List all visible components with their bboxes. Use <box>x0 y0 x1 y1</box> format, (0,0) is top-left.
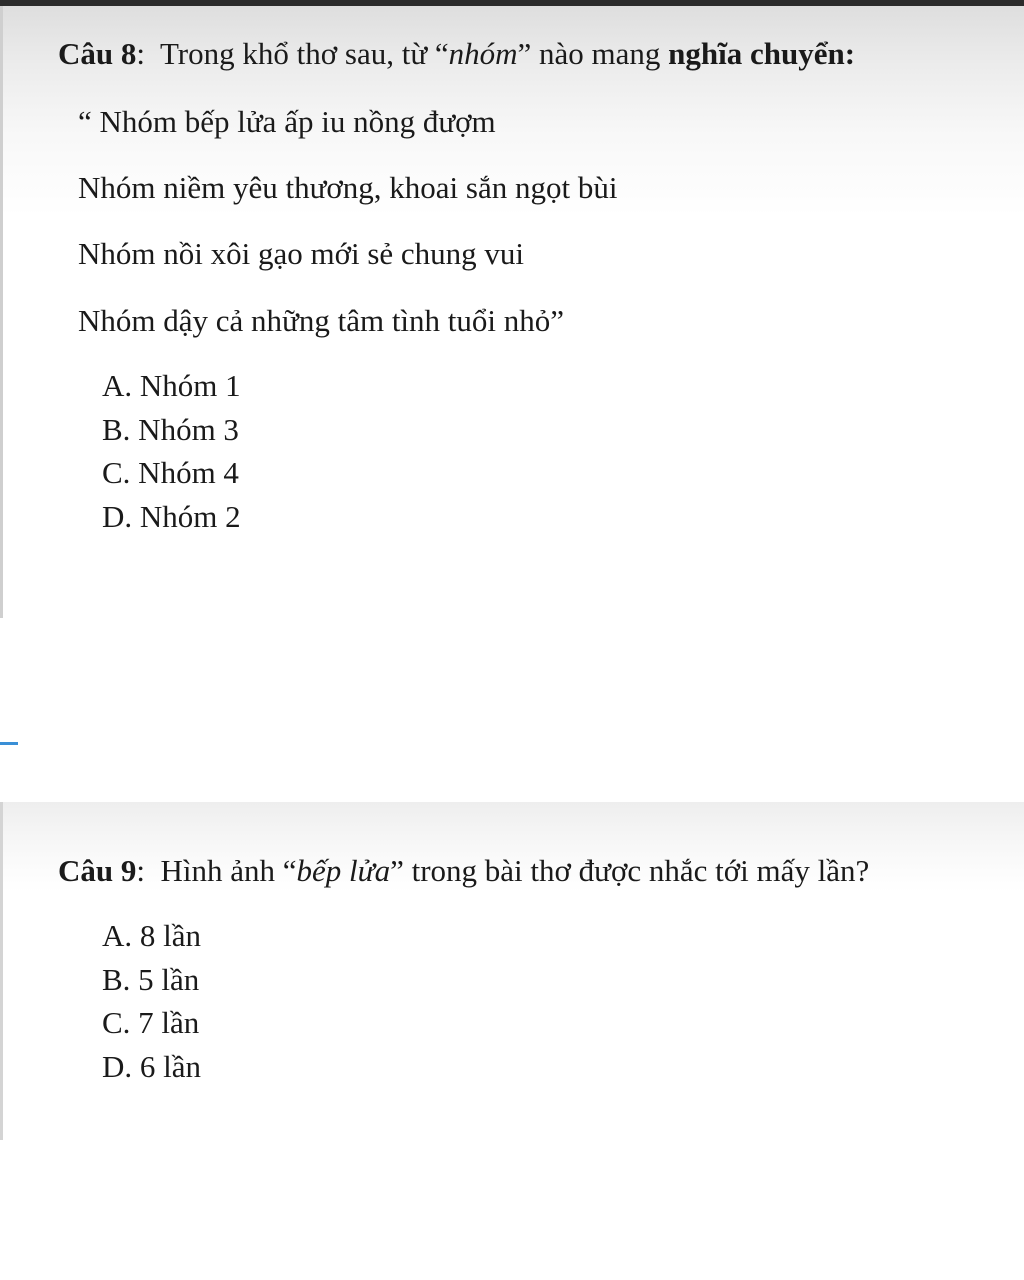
poem-line: Nhóm nồi xôi gạo mới sẻ chung vui <box>78 236 525 271</box>
question-8-title <box>58 36 855 72</box>
question-label: Câu 8 <box>58 36 137 71</box>
answer-option-b[interactable]: B. 5 lần <box>102 962 200 997</box>
page-edge <box>0 6 3 618</box>
question-label: Câu 9 <box>58 853 137 888</box>
answer-option-c[interactable]: C. 7 lần <box>102 1005 200 1040</box>
question-text: ” nào mang <box>517 36 669 71</box>
poem-line: “ Nhóm bếp lửa ấp iu nồng đượm <box>78 104 496 139</box>
question-keyword: bếp lửa <box>296 853 391 888</box>
question-emphasis: nghĩa chuyển: <box>668 36 856 71</box>
answer-option-c[interactable]: C. Nhóm 4 <box>102 455 239 490</box>
answer-option-d[interactable]: D. Nhóm 2 <box>102 499 241 534</box>
question-text: ” trong bài thơ được nhắc tới mấy lần? <box>390 853 870 888</box>
question-colon: : <box>136 36 146 71</box>
scroll-marker <box>0 742 18 745</box>
page-edge <box>0 802 3 1140</box>
question-9-title <box>58 853 869 889</box>
poem-line: Nhóm niềm yêu thương, khoai sắn ngọt bùi <box>78 170 618 205</box>
answer-option-d[interactable]: D. 6 lần <box>102 1049 202 1084</box>
question-text: Trong khổ thơ sau, từ “ <box>145 36 449 71</box>
answer-option-a[interactable]: A. 8 lần <box>102 918 202 953</box>
poem-line: Nhóm dậy cả những tâm tình tuổi nhỏ” <box>78 303 565 338</box>
question-text: Hình ảnh “ <box>145 853 297 888</box>
question-keyword: nhóm <box>448 36 518 71</box>
question-colon: : <box>136 853 146 888</box>
answer-option-b[interactable]: B. Nhóm 3 <box>102 412 239 447</box>
answer-option-a[interactable]: A. Nhóm 1 <box>102 368 241 403</box>
